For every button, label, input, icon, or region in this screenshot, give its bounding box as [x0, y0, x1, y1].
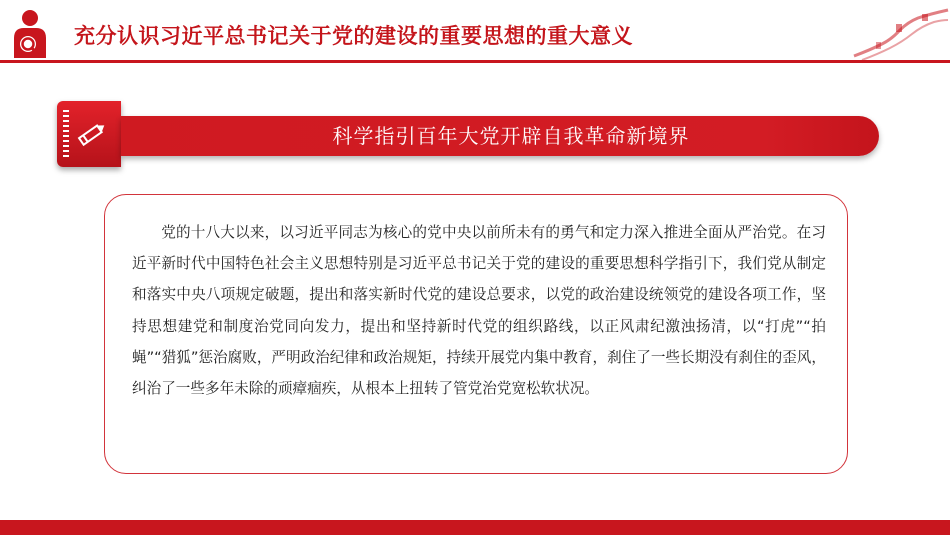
content-paragraph: 党的十八大以来，以习近平同志为核心的党中央以前所未有的勇气和定力深入推进全面从严治党。在习近平新时代中国特色社会主义思想特别是习近平总书记关于党的建设的重要思想科学指引下，我们党从制定和落实中央八项规定破题，提出和落实新时代党的建设总要求，以党的政治建设统领党的建设各项工作，坚持思想建党和制度治党同向发力，提出和坚持新时代党的组织路线，以正风肃纪激浊扬清，以“打虎”“拍蝇”“猎狐”惩治腐败，严明政治纪律和政治规矩，持续开展党内集中教育，刹住了一些长期没有刹住的歪风，纠治了一些多年未除的顽瘴痼疾，从根本上扭转了管党治党宽松软状况。 — [132, 224, 826, 398]
person-magnifier-icon — [8, 8, 56, 58]
page-title: 充分认识习近平总书记关于党的建设的重要思想的重大意义 — [74, 24, 633, 48]
footer-bar — [0, 520, 950, 535]
binder-rings-icon — [63, 109, 69, 159]
banner-tab — [57, 101, 121, 167]
section-banner — [121, 116, 879, 156]
header — [0, 0, 950, 70]
content-box — [104, 194, 848, 474]
great-wall-icon — [852, 6, 950, 64]
section-title: 科学指引百年大党开辟自我革命新境界 — [332, 124, 690, 148]
pencil-icon — [75, 119, 109, 149]
header-divider — [0, 60, 950, 63]
